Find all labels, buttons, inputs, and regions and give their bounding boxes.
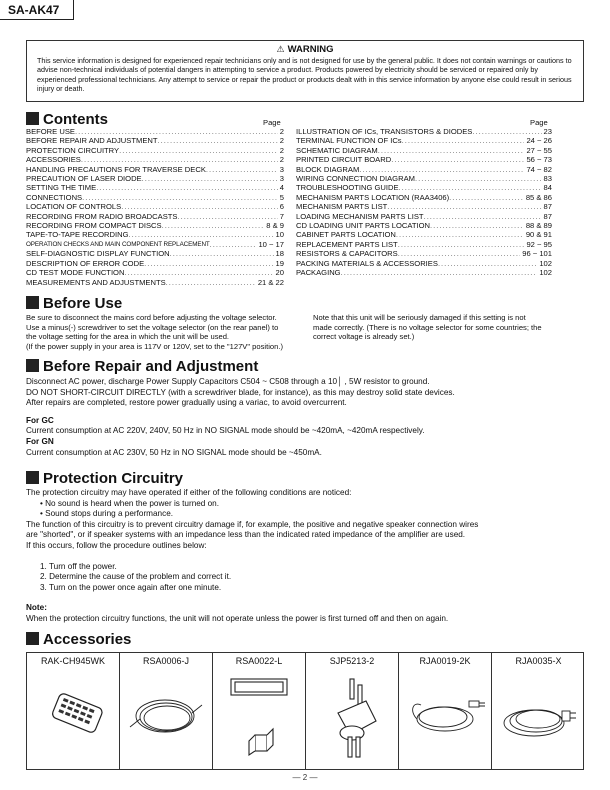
before-use-line: Use a minus(-) screwdriver to set the voltage selector (on the rear panel) to	[26, 322, 279, 332]
contents-leader-dots	[96, 183, 278, 192]
contents-entry-page: 27 ~ 55	[526, 145, 552, 155]
contents-entry-page: 90 & 91	[525, 230, 552, 240]
ac-cord-icon	[492, 671, 585, 767]
contents-entry-page: 92 ~ 95	[526, 239, 552, 249]
contents-entry-page: 85 & 86	[525, 192, 552, 202]
contents-entry-page: 10	[275, 230, 284, 240]
remote-control-icon	[27, 671, 120, 767]
contents-entry	[296, 212, 552, 221]
protection-note-label: Note:	[26, 603, 47, 613]
before-use-line: (If the power supply in your area is 117V or 120V, set to the "127V" position.)	[26, 341, 283, 351]
contents-entry-label: REPLACEMENT PARTS LIST	[296, 239, 398, 249]
before-repair-heading	[26, 359, 258, 375]
contents-entry	[296, 259, 552, 268]
contents-title: Contents	[43, 111, 108, 128]
model-number: SA-AK47	[0, 0, 74, 20]
accessory-label: RAK-CH945WK	[40, 656, 105, 666]
contents-entry-page: 7	[279, 211, 284, 221]
contents-leader-dots	[119, 146, 278, 155]
contents-entry	[296, 193, 552, 202]
contents-entry	[26, 259, 284, 268]
contents-leader-dots	[206, 165, 278, 174]
contents-entry-label: MEASUREMENTS AND ADJUSTMENTS	[26, 277, 166, 287]
contents-leader-dots	[166, 278, 256, 287]
contents-entry-label: ILLUSTRATION OF ICs, TRANSISTORS & DIODES	[296, 127, 473, 136]
contents-entry-page: 2	[279, 127, 284, 136]
contents-leader-dots	[378, 146, 525, 155]
before-repair-line: After repairs are completed, restore power gradually using a variac, to avoid overcurrent.	[26, 398, 347, 408]
contents-entry	[26, 127, 284, 136]
contents-leader-dots	[210, 240, 257, 249]
warning-triangle-icon: ⚠	[276, 44, 285, 54]
gn-label: For GN	[26, 436, 54, 446]
contents-entry	[296, 221, 552, 230]
contents-entry	[296, 127, 552, 136]
protection-body	[26, 488, 596, 625]
contents-entry-page: 87	[543, 211, 552, 221]
protection-step: 1. Turn off the power.	[40, 561, 117, 571]
contents-list-left	[26, 127, 284, 287]
contents-entry	[26, 230, 284, 239]
contents-entry-label: ACCESSORIES	[26, 155, 81, 165]
contents-leader-dots	[82, 193, 278, 202]
heading-square-icon	[26, 296, 39, 309]
contents-entry-page: 19	[275, 258, 284, 268]
contents-leader-dots	[387, 202, 541, 211]
accessory-label: SJP5213-2	[329, 656, 375, 666]
contents-entry-label: PRECAUTION OF LASER DIODE	[26, 174, 142, 184]
contents-leader-dots	[415, 174, 542, 183]
contents-entry	[296, 249, 552, 258]
contents-entry-label: BEFORE REPAIR AND ADJUSTMENT	[26, 136, 158, 146]
contents-entry-page: 4	[279, 183, 284, 193]
heading-square-icon	[26, 112, 39, 125]
before-use-line: the voltage setting for the area in which the unit will be used.	[26, 332, 230, 342]
contents-entry-page: 20	[275, 268, 284, 278]
contents-entry	[296, 183, 552, 192]
before-use-line: correct voltage is already set.)	[313, 332, 415, 342]
contents-leader-dots	[124, 268, 273, 277]
protection-step: 3. Turn on the power once again after one minute.	[40, 582, 222, 592]
contents-entry-page: 18	[275, 249, 284, 259]
contents-entry	[296, 165, 552, 174]
contents-entry-page: 102	[539, 258, 552, 268]
gn-text: Current consumption at AC 230V, 50 Hz in NO SIGNAL mode should be ~450mA.	[26, 447, 322, 457]
contents-entry-page: 83	[543, 174, 552, 184]
contents-entry	[26, 174, 284, 183]
accessory-cell	[27, 653, 120, 769]
contents-entry-page: 96 ~ 101	[522, 249, 552, 259]
before-use-title: Before Use	[43, 295, 123, 312]
contents-entry	[26, 240, 284, 249]
protection-intro: The protection circuitry may have operated if either of the following conditions are noticed:	[26, 488, 352, 497]
contents-leader-dots	[359, 165, 524, 174]
warning-title: WARNING	[287, 44, 334, 55]
contents-entry-label: PACKING MATERIALS & ACCESSORIES	[296, 258, 438, 268]
before-use-line: Be sure to disconnect the mains cord before adjusting the voltage selector.	[26, 313, 277, 322]
contents-entry-label: MECHANISM PARTS LOCATION (RAA3406)	[296, 192, 450, 202]
contents-entry-label: LOCATION OF CONTROLS	[26, 202, 122, 212]
accessory-label: RSA0022-L	[235, 656, 283, 666]
contents-leader-dots	[430, 221, 524, 230]
contents-entry	[26, 146, 284, 155]
contents-leader-dots	[144, 259, 273, 268]
before-use-line: made correctly. (There is no voltage selector for some countries; the	[313, 322, 542, 332]
contents-entry	[26, 165, 284, 174]
contents-entry	[26, 136, 284, 145]
accessory-cell	[306, 653, 399, 769]
contents-entry-label: CABINET PARTS LOCATION	[296, 230, 396, 240]
contents-entry-page: 88 & 89	[525, 221, 552, 231]
contents-entry-label: TERMINAL FUNCTION OF ICs	[296, 136, 402, 146]
contents-entry-label: PRINTED CIRCUIT BOARD	[296, 155, 392, 165]
contents-entry	[26, 212, 284, 221]
contents-entry-page: 2	[279, 145, 284, 155]
contents-entry-page: 23	[543, 127, 552, 136]
contents-leader-dots	[396, 230, 524, 239]
contents-leader-dots	[398, 249, 521, 258]
before-use-heading	[26, 296, 122, 312]
before-repair-line: Disconnect AC power, discharge Power Supply Capacitors C504 ~ C508 through a 10│ , 5W resistor to ground.	[26, 377, 430, 386]
contents-entry	[26, 202, 284, 211]
contents-leader-dots	[170, 249, 274, 258]
contents-entry	[26, 183, 284, 192]
accessories-title: Accessories	[43, 631, 132, 648]
contents-entry	[296, 146, 552, 155]
antenna-bracket-icon	[213, 671, 306, 767]
accessory-cell	[492, 653, 585, 769]
contents-entry-label: SETTING THE TIME	[26, 183, 97, 193]
before-repair-body	[26, 377, 596, 458]
contents-entry	[296, 174, 552, 183]
contents-entry	[26, 249, 284, 258]
before-repair-title: Before Repair and Adjustment	[43, 358, 259, 375]
before-use-left	[26, 313, 316, 351]
accessory-label: RJA0035-X	[515, 656, 562, 666]
contents-entry-label: SCHEMATIC DIAGRAM	[296, 145, 378, 155]
contents-entry	[26, 268, 284, 277]
contents-entry-label: SELF-DIAGNOSTIC DISPLAY FUNCTION	[26, 249, 170, 259]
protection-note-text: When the protection circuitry functions, the unit will not operate unless the power is first turned off and then on again.	[26, 613, 449, 623]
before-repair-line: DO NOT SHORT-CIRCUIT DIRECTLY (with a screwdriver blade, for instance), as this may destroy solid state devices.	[26, 387, 455, 397]
gc-text: Current consumption at AC 220V, 240V, 50 Hz in NO SIGNAL mode should be ~420mA, ~420mA respectively.	[26, 426, 425, 436]
contents-entry-page: 24 ~ 26	[526, 136, 552, 146]
ac-cord-icon	[399, 671, 492, 767]
contents-list-right	[296, 127, 552, 278]
contents-leader-dots	[449, 193, 524, 202]
heading-square-icon	[26, 359, 39, 372]
contents-entry	[296, 202, 552, 211]
contents-entry-page: 56 ~ 73	[526, 155, 552, 165]
contents-entry	[26, 221, 284, 230]
coiled-cable-icon	[120, 671, 213, 767]
contents-entry	[296, 240, 552, 249]
contents-entry-label: CD TEST MODE FUNCTION	[26, 268, 125, 278]
contents-entry-label: RECORDING FROM COMPACT DISCS	[26, 221, 162, 231]
contents-entry-label: CONNECTIONS	[26, 192, 83, 202]
contents-entry	[296, 136, 552, 145]
contents-entry-page: 84	[543, 183, 552, 193]
contents-leader-dots	[472, 127, 541, 136]
contents-entry	[26, 155, 284, 164]
warning-title-row	[37, 45, 573, 54]
accessories-heading	[26, 632, 131, 648]
contents-entry	[296, 155, 552, 164]
contents-entry-label: LOADING MECHANISM PARTS LIST	[296, 211, 424, 221]
contents-entry-label: DESCRIPTION OF ERROR CODE	[26, 258, 145, 268]
contents-entry	[26, 278, 284, 287]
contents-entry	[26, 193, 284, 202]
contents-leader-dots	[129, 230, 274, 239]
contents-leader-dots	[121, 202, 278, 211]
protection-desc: are "shorted", or if speaker systems with an impedance less than the indicated rated impedance of the amplifier are used.	[26, 530, 466, 540]
contents-entry-label: RESISTORS & CAPACITORS	[296, 249, 398, 259]
contents-entry	[296, 230, 552, 239]
contents-entry-page: 21 & 22	[257, 277, 284, 287]
accessory-label: RSA0006-J	[142, 656, 190, 666]
contents-entry	[296, 268, 552, 277]
gc-label: For GC	[26, 415, 54, 425]
contents-leader-dots	[158, 136, 278, 145]
contents-entry-label: MECHANISM PARTS LIST	[296, 202, 388, 212]
contents-heading	[26, 112, 108, 128]
before-use-line: Note that this unit will be seriously damaged if this setting is not	[313, 313, 526, 322]
contents-entry-page: 3	[279, 174, 284, 184]
accessory-cell	[120, 653, 213, 769]
contents-leader-dots	[162, 221, 265, 230]
accessories-table	[26, 652, 584, 770]
contents-entry-label: BLOCK DIAGRAM	[296, 164, 360, 174]
heading-square-icon	[26, 471, 39, 484]
protection-bullet: • Sound stops during a performance.	[40, 509, 174, 519]
contents-entry-page: 10 ~ 17	[258, 239, 284, 249]
heading-square-icon	[26, 632, 39, 645]
accessory-cell	[399, 653, 492, 769]
contents-leader-dots	[424, 212, 542, 221]
contents-entry-page: 2	[279, 155, 284, 165]
protection-bullet: • No sound is heard when the power is turned on.	[40, 498, 220, 508]
contents-entry-page: 3	[279, 164, 284, 174]
contents-entry-page: 8 & 9	[266, 221, 284, 231]
contents-leader-dots	[341, 268, 538, 277]
contents-entry-label: HANDLING PRECAUTIONS FOR TRAVERSE DECK	[26, 164, 206, 174]
contents-page-label-left: Page	[263, 118, 281, 127]
contents-leader-dots	[398, 240, 525, 249]
contents-entry-page: 5	[279, 192, 284, 202]
contents-entry-label: BEFORE USE	[26, 127, 75, 136]
contents-entry-label: OPERATION CHECKS AND MAIN COMPONENT REPLACEMENT	[26, 240, 210, 248]
contents-leader-dots	[75, 127, 278, 136]
contents-leader-dots	[438, 259, 537, 268]
before-use-right	[313, 313, 588, 342]
contents-entry-label: WIRING CONNECTION DIAGRAM	[296, 174, 415, 184]
contents-leader-dots	[391, 155, 524, 164]
protection-desc: If this occurs, follow the procedure outlines below:	[26, 540, 207, 550]
contents-page-label-right: Page	[530, 118, 548, 127]
protection-heading	[26, 471, 183, 487]
page-number: — 2 —	[292, 773, 318, 782]
plug-adaptor-icon	[306, 671, 399, 767]
contents-entry-page: 6	[279, 202, 284, 212]
contents-leader-dots	[177, 212, 277, 221]
contents-entry-page: 74 ~ 82	[526, 164, 552, 174]
contents-entry-label: PACKAGING	[296, 268, 341, 278]
contents-leader-dots	[402, 136, 525, 145]
contents-entry-page: 2	[279, 136, 284, 146]
contents-entry-label: PROTECTION CIRCUITRY	[26, 145, 120, 155]
warning-box	[26, 40, 584, 102]
contents-leader-dots	[81, 155, 278, 164]
contents-entry-label: RECORDING FROM RADIO BROADCASTS	[26, 211, 178, 221]
contents-entry-page: 87	[543, 202, 552, 212]
contents-entry-page: 102	[539, 268, 552, 278]
contents-entry-label: CD LOADING UNIT PARTS LOCATION	[296, 221, 431, 231]
protection-desc: The function of this circuitry is to prevent circuitry damage if, for example, the positive and negative speaker connection wires	[26, 519, 479, 529]
contents-leader-dots	[142, 174, 278, 183]
contents-leader-dots	[399, 183, 542, 192]
contents-entry-label: TAPE-TO-TAPE RECORDING	[26, 230, 129, 240]
protection-step: 2. Determine the cause of the problem and correct it.	[40, 572, 232, 582]
accessory-label: RJA0019-2K	[419, 656, 471, 666]
accessory-cell	[213, 653, 306, 769]
warning-text: This service information is designed for experienced repair technicians only and is not designed for use by the general public. It does not contain warnings or cautions to advise non-technical individuals of potential dangers in attempting to service a product. Products powered by electricity should be serviced or repaired only by experienced professional technicians. Any attempt to service or repair the product or products dealt with in this service information by anyone else could result in serious injury or death.	[37, 56, 572, 93]
protection-title: Protection Circuitry	[43, 470, 184, 487]
contents-entry-label: TROUBLESHOOTING GUIDE	[296, 183, 399, 193]
